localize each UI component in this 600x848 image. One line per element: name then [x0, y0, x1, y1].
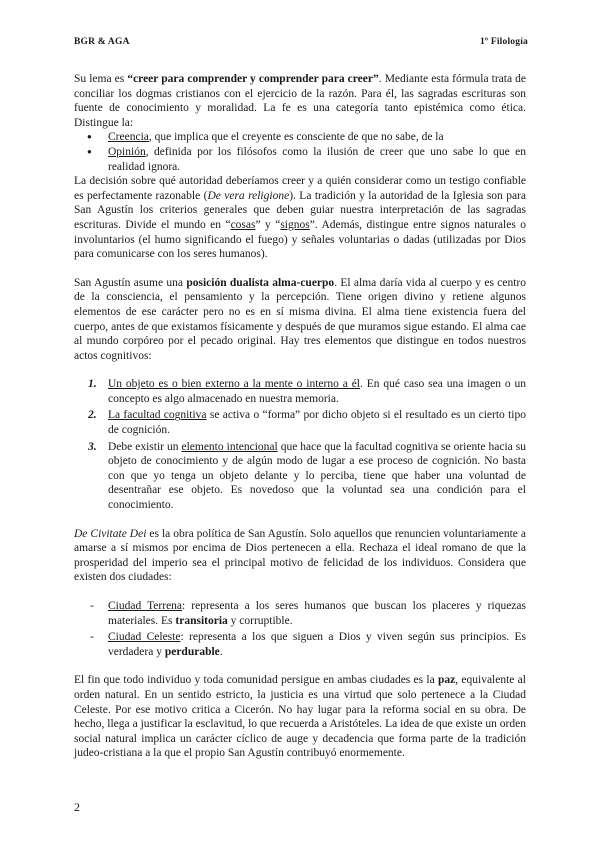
list-item: ● Creencia, que implica que el creyente es consciente de que no sabe, de la [74, 130, 526, 145]
paragraph-paz: El fin que todo individuo y toda comunidad persigue en ambas ciudades es la paz, equivalente al orden natural. En un sentido estricto, la justicia es una virtud que solo pertenece a la Ciudad Celeste. Por ese motivo critica a Cicerón. No hay lugar para la reforma social en su obra. De hecho, llega a justificar la esclavitud, lo que recuerda a Aristóteles. La idea de que existe un orden social natural implica un carácter cíclico de auge y decadencia que forma parte de la tradición judeo-cristiana a la que el propio San Agustín contribuyó enormemente. [74, 674, 526, 760]
header-authors: BGR & AGA [74, 37, 130, 47]
list-item: 2. La facultad cognitiva se activa o “forma” por dicho objeto si el resultado es un cierto tipo de cognición. [88, 409, 526, 437]
cognitive-elements-list [74, 377, 526, 512]
paragraph-dualismo: San Agustín asume una posición dualista alma-cuerpo. El alma daría vida al cuerpo y es centro de la consciencia, el pensamiento y la percepción. Tiene origen divino y retiene algunos elementos de ese carácter pero no es en sí misma divina. El alma tiene existencia fuera del cuerpo, antes de que existamos físicamente y después de que muramos sigue estando. El alma cae al mundo corpóreo por el pecado original. Hay tres elementos que distingue en todos nuestros actos cognitivos: [74, 276, 526, 362]
lema-quote: “creer para comprender y comprender para creer” [127, 73, 379, 85]
list-item: - Ciudad Terrena: representa a los seres humanos que buscan los placeres y riquezas materiales. Es transitoria y corruptible. [74, 599, 526, 628]
list-item: - Ciudad Celeste: representa a los que siguen a Dios y viven según sus principios. Es verdadera y perdurable. [74, 630, 526, 659]
header-course: 1º Filología [479, 37, 528, 47]
cities-list [74, 599, 526, 659]
list-item: 3. Debe existir un elemento intencional que hace que la facultad cognitiva se oriente hacia su objeto de conocimiento y de algún modo de lugar a ese proceso de cognición. No basta con que yo tenga un objeto delante y lo perciba, tiene que haber una voluntad de desentrañar ese objeto. Es novedoso que la voluntad sea una condición para el conocimiento. [88, 440, 526, 512]
page-number: 2 [74, 800, 80, 814]
list-item: 1. Un objeto es o bien externo a la mente o interno a él. En qué caso sea una imagen o un concepto es algo almacenado en nuestra memoria. [88, 378, 526, 405]
paragraph-autoridad: La decisión sobre qué autoridad deberíamos creer y a quién considerar como un testigo confiable es perfectamente razonable (De vera religione). La tradición y la autoridad de la Iglesia son para San Agustín los criterios generales que deben guiar nuestra interpretación de las sagradas escrituras. Divide el mundo en “cosas” y “signos”. Además, distingue entre signos naturales o involuntarios (el humo significando el fuego) y señales voluntarias o dadas (utilizadas por Dios para comunicarse con los seres humanos). [74, 175, 526, 261]
paragraph-civitate: De Civitate Dei es la obra política de San Agustín. Solo aquellos que renuncien voluntariamente a amarse a sí mismos por encima de Dios pertenecen a ella. Rechaza el ideal romano de que la prosperidad del imperio sea el principal motivo de felicidad de los individuos. Considera que existen dos ciudades: [74, 527, 526, 584]
faith-bullet-list [74, 130, 526, 174]
list-item: ● Opinión, definida por los filósofos como la ilusión de creer que uno sabe lo que en realidad ignora. [74, 145, 526, 174]
paragraph-lema: Su lema es “creer para comprender y comprender para creer”. Mediante esta fórmula trata de conciliar los dogmas cristianos con el ejercicio de la razón. Para él, las sagradas escrituras son fuente de conocimiento y moralidad. La fe es una categoría tanto epistémica como ética. Distingue la: [74, 73, 527, 129]
document-body [74, 72, 526, 761]
